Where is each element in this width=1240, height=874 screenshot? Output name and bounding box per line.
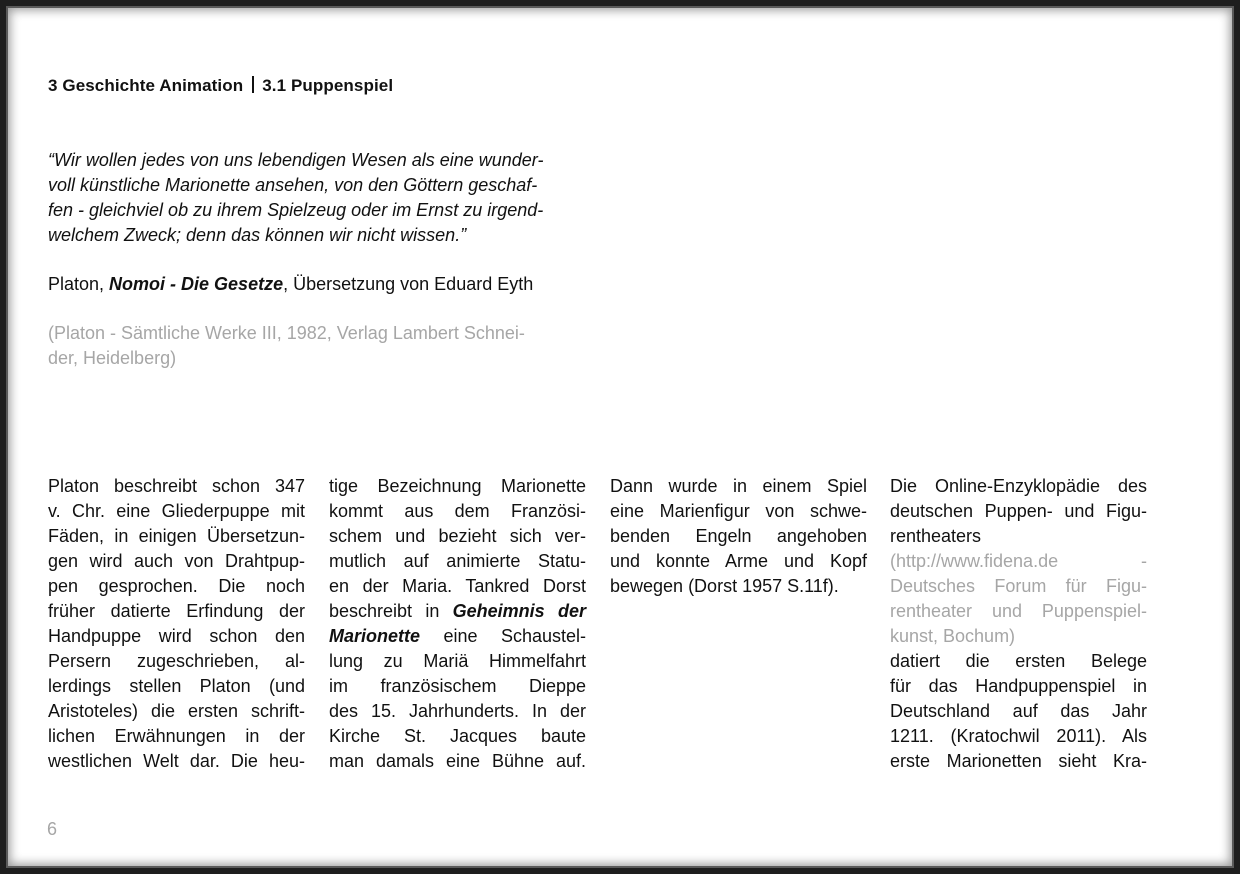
text-line: kommt aus dem Französi-	[329, 501, 586, 521]
text-line: eine Marienfigur von schwe-	[610, 501, 867, 521]
text-line: 1211. (Kratochwil 2011). Als	[890, 726, 1147, 746]
reference-dash: -	[1141, 551, 1147, 571]
reference-url: (http://www.fidena.de	[890, 551, 1059, 571]
section-heading	[48, 76, 393, 96]
text-fragment: eine Schaustel-	[420, 626, 586, 646]
text-line: lichen Erwähnungen in der	[48, 726, 305, 746]
text-line	[329, 624, 586, 649]
text-fragment: beschreibt in	[329, 601, 453, 621]
section-title: 3.1 Puppenspiel	[262, 76, 394, 95]
bibliographic-reference	[48, 321, 586, 371]
text-line: tige Bezeichnung Marionette	[329, 476, 586, 496]
quote-line: welchem Zweck; denn das können wir nicht wissen.”	[48, 225, 467, 245]
text-line	[329, 599, 586, 624]
book-title: Geheimnis der	[452, 601, 586, 621]
text-line: und konnte Arme und Kopf	[610, 551, 867, 571]
text-line: Deutschland auf das Jahr	[890, 701, 1147, 721]
page-number: 6	[47, 819, 58, 839]
quote-line: fen - gleichviel ob zu ihrem Spielzeug oder im Ernst zu irgend-	[48, 200, 544, 220]
text-column-2	[329, 474, 586, 774]
text-line: lung zu Mariä Himmelfahrt	[329, 651, 586, 671]
reference-line: Deutsches Forum für Figu-	[890, 576, 1147, 596]
source-translation: , Übersetzung von Eduard Eyth	[283, 274, 534, 294]
text-line: Kirche St. Jacques baute	[329, 726, 586, 746]
text-line: deutschen Puppen- und Figu-	[890, 501, 1147, 521]
text-column-1	[48, 474, 305, 774]
text-line: erste Marionetten sieht Kra-	[890, 751, 1147, 771]
reference-line: kunst, Bochum)	[890, 626, 1016, 646]
text-line: Persern zugeschrieben, al-	[48, 651, 305, 671]
text-line: datiert die ersten Belege	[890, 651, 1147, 671]
text-line: Die Online-Enzyklopädie des	[890, 476, 1147, 496]
text-line: schem und bezieht sich ver-	[329, 526, 586, 546]
text-line: benden Engeln angehoben	[610, 526, 867, 546]
reference-url-line	[890, 549, 1147, 574]
text-line: Dann wurde in einem Spiel	[610, 476, 867, 496]
text-line: v. Chr. eine Gliederpuppe mit	[48, 501, 305, 521]
source-author: Platon,	[48, 274, 110, 294]
text-line: für das Handpuppenspiel in	[890, 676, 1147, 696]
text-column-4	[890, 474, 1147, 774]
text-line: en der Maria. Tankred Dorst	[329, 576, 586, 596]
text-line: Handpuppe wird schon den	[48, 626, 305, 646]
text-line: Platon beschreibt schon 347	[48, 476, 305, 496]
text-line: rentheaters	[890, 526, 982, 546]
source-work-title: Nomoi - Die Gesetze	[109, 274, 284, 294]
text-line: pen gesprochen. Die noch	[48, 576, 305, 596]
text-line: Aristoteles) die ersten schrift-	[48, 701, 305, 721]
text-line: früher datierte Erfindung der	[48, 601, 305, 621]
quote-line: “Wir wollen jedes von uns lebendigen Wesen als eine wunder-	[48, 150, 544, 170]
book-title: Marionette	[329, 626, 421, 646]
reference-line: rentheater und Puppenspiel-	[890, 601, 1147, 621]
reference-line: (Platon - Sämtliche Werke III, 1982, Verlag Lambert Schnei-	[48, 323, 525, 343]
chapter-title: 3 Geschichte Animation	[48, 76, 244, 95]
text-line: im französischem Dieppe	[329, 676, 586, 696]
text-line: lerdings stellen Platon (und	[48, 676, 305, 696]
text-column-3	[610, 474, 867, 599]
reference-line: der, Heidelberg)	[48, 348, 177, 368]
quote-source	[48, 272, 586, 297]
text-line: Fäden, in einigen Übersetzun-	[48, 526, 305, 546]
text-line: gen wird auch von Drahtpup-	[48, 551, 305, 571]
text-line: des 15. Jahrhunderts. In der	[329, 701, 586, 721]
text-line: man damals eine Bühne auf.	[329, 751, 586, 771]
heading-separator	[252, 76, 254, 93]
text-line: bewegen (Dorst 1957 S.11f).	[610, 576, 839, 596]
epigraph-quote	[48, 148, 586, 248]
text-line: mutlich auf animierte Statu-	[329, 551, 586, 571]
text-line: westlichen Welt dar. Die heu-	[48, 751, 305, 771]
quote-line: voll künstliche Marionette ansehen, von den Göttern geschaf-	[48, 175, 538, 195]
